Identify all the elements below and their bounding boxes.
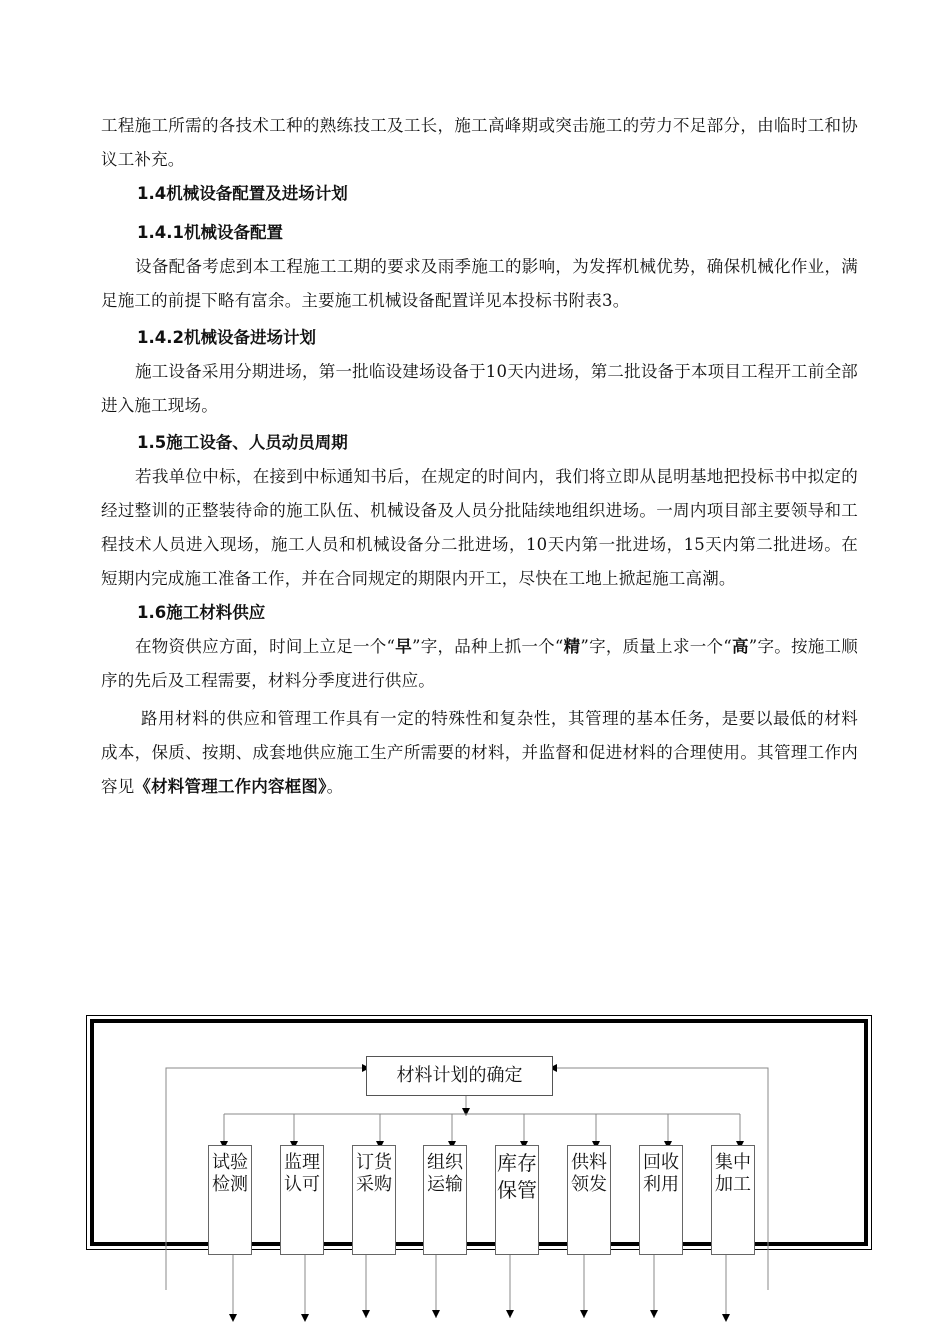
supply-emph-fine: 精 xyxy=(563,637,581,656)
heading-1-4-1: 1.4.1机械设备配置 xyxy=(137,223,283,242)
flowchart-item-issue xyxy=(567,1145,611,1255)
flowchart-item-test xyxy=(208,1145,252,1255)
branch-arrows xyxy=(224,1114,740,1145)
flowchart-item-label: 集中加工 xyxy=(715,1152,751,1195)
heading-1-4: 1.4机械设备配置及进场计划 xyxy=(137,184,348,203)
flowchart-item-label: 供料领发 xyxy=(571,1152,607,1195)
flowchart-item-label: 回收利用 xyxy=(643,1152,679,1195)
heading-1-6: 1.6施工材料供应 xyxy=(137,603,266,622)
management-text-a: 路用材料的供应和管理工作具有一定的特殊性和复杂性，其管理的基本任务，是要以最低的材料成本，保质、按期、成套地供应施工生产所需要的材料，并监督和促进材料的合理使用。其管理工作内容见 xyxy=(101,709,858,796)
flowchart-item-label: 试验检测 xyxy=(212,1152,248,1195)
paragraph-equipment-entry: 施工设备采用分期进场，第一批临设建场设备于10天内进场，第二批设备于本项目工程开工前全部进入施工现场。 xyxy=(101,362,858,415)
flowchart-item-label: 监理认可 xyxy=(284,1152,320,1195)
loop-line-left xyxy=(166,1068,366,1290)
supply-text-e: ”字，质量上求一个“ xyxy=(580,637,732,656)
heading-1-4-2: 1.4.2机械设备进场计划 xyxy=(137,328,316,347)
flowchart-top-box: 材料计划的确定 xyxy=(366,1056,553,1096)
paragraph-mobilization: 若我单位中标，在接到中标通知书后，在规定的时间内，我们将立即从昆明基地把投标书中拟定的经过整训的正整装待命的施工队伍、机械设备及人员分批陆续地组织进场。一周内项目部主要领导和工程技术人员进入现场，施工人员和机械设备分二批进场，10天内第一批进场，15天内第二批进场。在短期内完成施工准备工作，并在合同规定的期限内开工，尽快在工地上掀起施工高潮。 xyxy=(101,467,858,588)
flowchart-item-ordering xyxy=(352,1145,396,1255)
flowchart-item-recycle xyxy=(639,1145,683,1255)
flowchart-item-label: 库存保管 xyxy=(497,1151,537,1202)
supply-text-a: 在物资供应方面，时间上立足一个“ xyxy=(135,637,396,656)
supply-emph-early: 早 xyxy=(395,637,413,656)
paragraph-labor: 工程施工所需的各技术工种的熟练技工及工长，施工高峰期或突击施工的劳力不足部分，由临时工和协议工补充。 xyxy=(101,116,858,169)
flowchart-item-supervision xyxy=(280,1145,324,1255)
flowchart-item-storage xyxy=(495,1145,539,1255)
management-text-c: 。 xyxy=(326,777,344,796)
supply-text-c: ”字，品种上抓一个“ xyxy=(412,637,564,656)
supply-emph-high: 高 xyxy=(731,637,749,656)
flowchart-item-processing xyxy=(711,1145,755,1255)
supply-text-g: ”字。按施工顺序的先后及工程需要，材料分季度进行供应。 xyxy=(101,637,859,690)
flowchart-item-label: 组织运输 xyxy=(427,1152,463,1195)
paragraph-equipment-config: 设备配备考虑到本工程施工工期的要求及雨季施工的影响，为发挥机械优势，确保机械化作业，满足施工的前提下略有富余。主要施工机械设备配置详见本投标书附表3。 xyxy=(101,257,858,310)
heading-1-5: 1.5施工设备、人员动员周期 xyxy=(137,433,348,452)
flowchart-item-label: 订货采购 xyxy=(356,1152,392,1195)
management-diagram-ref: 《材料管理工作内容框图》 xyxy=(134,777,327,796)
flowchart-item-transport xyxy=(423,1145,467,1255)
